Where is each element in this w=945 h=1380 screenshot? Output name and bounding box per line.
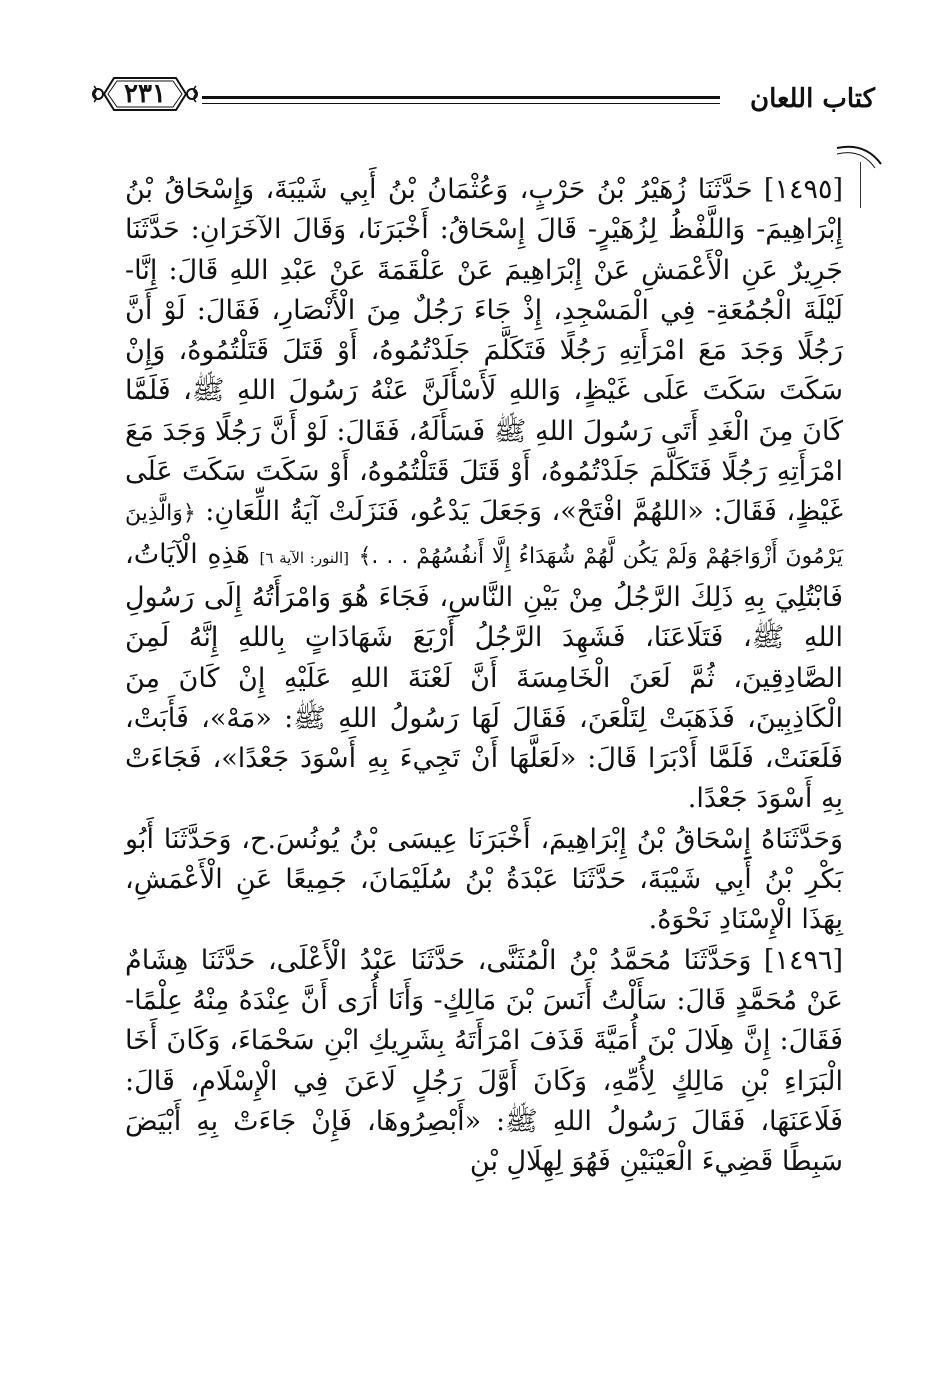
hadith-text: هَذِهِ الْآيَاتُ، فَابْتُلِيَ بِهِ ذَلِكَ الرَّجُلُ مِنْ بَيْنِ النَّاسِ، فَجَاءَ هُوَ وَامْرَأَتُهُ إِلَى رَسُولِ اللهِ ﷺ، فَتَلَاعَنَا، فَشَهِدَ الرَّجُلُ أَرْبَعَ شَهَادَاتٍ بِاللهِ إِنَّهُ لَمِنَ الصَّادِقِينَ، ثُمَّ لَعَنَ الْخَامِسَةَ أَنَّ لَعْنَةَ اللهِ عَلَيْهِ إِنْ كَانَ مِنَ الْكَاذِبِينَ، فَذَهَبَتْ لِتَلْعَنَ، فَقَالَ لَهَا رَسُولُ اللهِ ﷺ: «مَهْ»، فَأَبَتْ، فَلَعَنَتْ، فَلَمَّا أَدْبَرَا قَالَ: «لَعَلَّهَا أَنْ تَجِيءَ بِهِ أَسْوَدَ جَعْدًا»، فَجَاءَتْ بِهِ أَسْوَدَ جَعْدًا. <box>125 538 843 815</box>
text-body <box>125 170 843 1320</box>
page-number: ٢٣١ <box>124 79 166 109</box>
chain-paragraph: وَحَدَّثَنَاهُ إِسْحَاقُ بْنُ إِبْرَاهِيمَ، أَخْبَرَنَا عِيسَى بْنُ يُونُسَ.ح، وَحَدَّثَنَا أَبُو بَكْرِ بْنُ أَبِي شَيْبَةَ، حَدَّثَنَا عَبْدَةُ بْنُ سُلَيْمَانَ، جَمِيعًا عَنِ الْأَعْمَشِ، بِهَذَا الْإِسْنَادِ نَحْوَهُ. <box>125 823 843 936</box>
page-number-badge <box>90 70 200 118</box>
header-rule <box>202 96 720 99</box>
frame-line <box>860 162 861 208</box>
hadith-paragraph <box>125 170 843 820</box>
quran-verse: ﴿وَالَّذِينَ يَرْمُونَ أَزْوَاجَهُمْ وَلَمْ يَكُن لَّهُمْ شُهَدَاءُ إِلَّا أَنفُسُهُمْ . . .﴾ <box>125 501 843 569</box>
page-header <box>90 66 875 116</box>
book-title: كتاب اللعان <box>750 84 875 114</box>
hadith-paragraph: [١٤٩٦] وَحَدَّثَنَا مُحَمَّدُ بْنُ الْمُثَنَّى، حَدَّثَنَا عَبْدُ الْأَعْلَى، حَدَّثَنَا هِشَامٌ عَنْ مُحَمَّدٍ قَالَ: سَأَلْتُ أَنَسَ بْنَ مَالِكٍ- وَأَنَا أُرَى أَنَّ عِنْدَهُ مِنْهُ عِلْمًا- فَقَالَ: إِنَّ هِلَالَ بْنَ أُمَيَّةَ قَذَفَ امْرَأَتَهُ بِشَرِيكِ ابْنِ سَحْمَاءَ، وَكَانَ أَخَا الْبَرَاءِ بْنِ مَالِكٍ لِأُمِّهِ، وَكَانَ أَوَّلَ رَجُلٍ لَاعَنَ فِي الْإِسْلَامِ، قَالَ: فَلَاعَنَهَا، فَقَالَ رَسُولُ اللهِ ﷺ: «أَبْصِرُوهَا، فَإِنْ جَاءَتْ بِهِ أَبْيَضَ سَبِطًا قَضِيءَ الْعَيْنَيْنِ فَهُوَ لِهِلَالِ بْنِ <box>125 944 843 1178</box>
header-rule-thin <box>202 103 720 104</box>
verse-reference: [النور: الآية ٦] <box>259 548 349 567</box>
hadith-text: [١٤٩٥] حَدَّثَنَا زُهَيْرُ بْنُ حَرْبٍ، وَعُثْمَانُ بْنُ أَبِي شَيْبَةَ، وَإِسْحَاقُ بْنُ إِبْرَاهِيمَ- وَاللَّفْظُ لِزُهَيْرٍ- قَالَ إِسْحَاقُ: أَخْبَرَنَا، وَقَالَ الآخَرَانِ: حَدَّثَنَا جَرِيرٌ عَنِ الْأَعْمَشِ عَنْ إِبْرَاهِيمَ عَنْ عَلْقَمَةَ عَنْ عَبْدِ اللهِ قَالَ: إِنَّا- لَيْلَةَ الْجُمُعَةِ- فِي الْمَسْجِدِ، إِذْ جَاءَ رَجُلٌ مِنَ الْأَنْصَارِ، فَقَالَ: لَوْ أَنَّ رَجُلًا وَجَدَ مَعَ امْرَأَتِهِ رَجُلًا فَتَكَلَّمَ جَلَدْتُمُوهُ، أَوْ قَتَلَ قَتَلْتُمُوهُ، وَإِنْ سَكَتَ سَكَتَ عَلَى غَيْظٍ، وَاللهِ لَأَسْأَلَنَّ عَنْهُ رَسُولَ اللهِ ﷺ، فَلَمَّا كَانَ مِنَ الْغَدِ أَتَى رَسُولَ اللهِ ﷺ فَسَأَلَهُ، فَقَالَ: لَوْ أَنَّ رَجُلًا وَجَدَ مَعَ امْرَأَتِهِ رَجُلًا فَتَكَلَّمَ جَلَدْتُمُوهُ، أَوْ قَتَلَ قَتَلْتُمُوهُ، أَوْ سَكَتَ سَكَتَ عَلَى غَيْظٍ، فَقَالَ: «اللهُمَّ افْتَحْ»، وَجَعَلَ يَدْعُو، فَنَزَلَتْ آيَةُ اللِّعَانِ: <box>125 174 843 528</box>
